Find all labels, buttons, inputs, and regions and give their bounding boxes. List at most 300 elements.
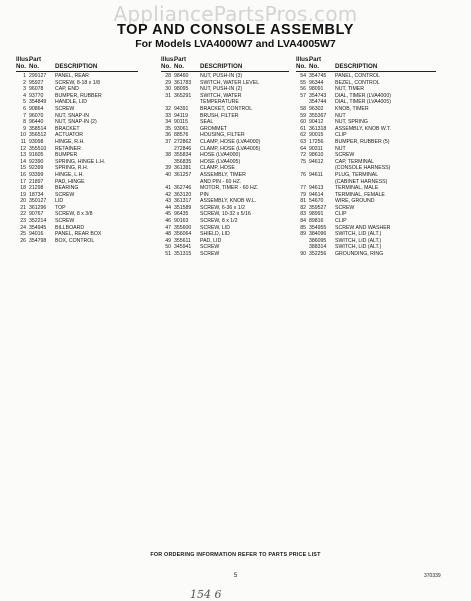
part-description: TERMINAL, MALE	[335, 185, 379, 192]
parts-row	[296, 106, 436, 113]
header-spacer	[55, 56, 138, 63]
part-description: CLIP	[335, 218, 347, 225]
header-part: Part	[174, 56, 187, 63]
part-number: 94391	[174, 105, 189, 112]
part-description: ASSEMBLY, KNOB W.L.	[200, 198, 257, 205]
parts-row	[296, 159, 436, 166]
part-description: LID	[55, 198, 64, 205]
part-description: PLUG, TERMINAL	[335, 171, 379, 178]
illus-number: 30	[165, 86, 171, 93]
parts-row	[296, 139, 436, 146]
part-description: NUT	[335, 112, 346, 119]
parts-row	[16, 106, 138, 113]
part-number: 361318	[309, 125, 327, 132]
header-illus: Illus.	[16, 56, 31, 63]
illus-number: 62	[300, 132, 306, 139]
part-description: AND PIN - 60 HZ.	[200, 178, 242, 185]
part-description: PAD, HINGE	[55, 178, 85, 185]
header-row	[161, 56, 289, 63]
part-description: TOP	[55, 204, 66, 211]
parts-row	[16, 126, 138, 133]
part-number: 365291	[174, 92, 192, 99]
document-number: 370339	[424, 573, 441, 579]
parts-row	[296, 126, 436, 133]
part-description: BEARING	[55, 185, 79, 192]
part-description: CAP, END	[55, 86, 79, 93]
parts-row	[16, 159, 138, 166]
parts-column-1	[16, 56, 138, 244]
illus-number	[161, 99, 174, 106]
header-row	[161, 63, 289, 70]
part-number: 272846	[174, 145, 192, 152]
illus-number: 13	[20, 152, 26, 159]
parts-row	[296, 225, 436, 232]
part-number: 299127	[29, 73, 47, 79]
part-description: KNOB, TIMER	[335, 105, 369, 112]
illus-number: 42	[165, 191, 171, 198]
part-description: RETAINER	[55, 145, 81, 152]
illus-number: 60	[300, 119, 306, 126]
part-number: 388314	[309, 244, 327, 251]
illus-number: 59	[300, 112, 306, 119]
parts-row	[161, 159, 289, 166]
part-number: 386095	[309, 237, 327, 244]
parts-row	[161, 132, 289, 139]
part-description: SPRING, R.H.	[55, 165, 89, 172]
illus-number: 85	[300, 224, 306, 231]
part-number: 272862	[174, 138, 192, 145]
illus-number: 28	[165, 73, 171, 79]
parts-row	[16, 73, 138, 80]
illus-number: 76	[300, 171, 306, 178]
part-number: 352214	[29, 218, 47, 225]
illus-number: 2	[23, 79, 26, 86]
parts-row	[161, 231, 289, 238]
header-part: Part	[309, 56, 322, 63]
part-description: SCREW	[335, 204, 355, 211]
parts-row	[161, 80, 289, 87]
illus-number: 26	[20, 237, 26, 244]
parts-row	[161, 139, 289, 146]
part-description: SCREW	[200, 251, 220, 258]
part-description: SCREW	[55, 218, 75, 225]
parts-row	[16, 99, 138, 106]
illus-number: 31	[165, 92, 171, 99]
part-number: 96435	[174, 211, 189, 218]
parts-row	[16, 179, 138, 186]
illus-number: 63	[300, 138, 306, 145]
parts-row	[16, 172, 138, 179]
illus-number	[296, 99, 309, 106]
illus-number: 15	[20, 165, 26, 172]
handwritten-note: 154 6	[190, 588, 222, 601]
illus-number: 41	[165, 185, 171, 192]
illus-number: 29	[165, 79, 171, 86]
illus-number: 4	[23, 92, 26, 99]
part-number: 92399	[29, 165, 44, 172]
header-row	[296, 56, 436, 63]
part-number	[174, 99, 200, 106]
part-number: 54670	[309, 198, 324, 205]
parts-row	[296, 192, 436, 199]
part-description: PIN	[200, 191, 209, 198]
part-number: 350127	[29, 198, 47, 205]
header-spacer	[335, 56, 436, 63]
part-description: HANDLE, LID	[55, 99, 87, 106]
part-description: NUT, SNAP-IN	[55, 112, 90, 119]
illus-number: 1	[23, 73, 26, 79]
part-description: NUT, TIMER	[335, 86, 365, 93]
part-number: 95927	[29, 79, 44, 86]
part-number: 94612	[309, 158, 324, 165]
part-description: SHIELD, LID	[200, 231, 230, 238]
illus-number: 19	[20, 191, 26, 198]
part-description: BUMPER	[55, 152, 78, 159]
part-description: (CONSOLE HARNESS)	[335, 165, 391, 172]
part-number: 354744	[309, 99, 327, 106]
illus-number	[296, 238, 309, 245]
part-description: HOSE (LVA4005)	[200, 158, 241, 165]
parts-row	[296, 179, 436, 186]
illus-number: 5	[23, 99, 26, 106]
part-description: BUMPER, RUBBER (5)	[335, 138, 390, 145]
illus-number: 46	[165, 218, 171, 225]
header-rule	[16, 71, 138, 72]
part-description: BEZEL, CONTROL	[335, 79, 380, 86]
illus-number	[296, 165, 309, 172]
ordering-info-footer: FOR ORDERING INFORMATION REFER TO PARTS PRICE LIST	[150, 552, 321, 558]
part-number: 92390	[29, 158, 44, 165]
illus-number: 79	[300, 191, 306, 198]
part-number: 90163	[174, 218, 189, 225]
parts-row	[296, 80, 436, 87]
part-description: SPRING, HINGE L.H.	[55, 158, 106, 165]
part-number: 17256	[309, 138, 324, 145]
parts-row	[296, 211, 436, 218]
part-number: 356512	[29, 132, 47, 139]
page-title: TOP AND CONSOLE ASSEMBLY	[116, 22, 355, 38]
illus-number: 9	[23, 125, 26, 132]
illus-number: 25	[20, 231, 26, 238]
illus-number: 83	[300, 211, 306, 218]
header-description: DESCRIPTION	[55, 63, 98, 70]
part-number: 89816	[309, 218, 324, 225]
part-description: SCREW	[55, 191, 75, 198]
part-number: 93098	[29, 138, 44, 145]
part-description: HOUSING, FILTER	[200, 132, 245, 139]
parts-row	[161, 146, 289, 153]
parts-row	[161, 205, 289, 212]
part-number: 91605	[29, 152, 44, 159]
part-number: 355834	[174, 152, 192, 159]
header-spacer	[200, 56, 289, 63]
part-description: GROMMET	[200, 125, 228, 132]
part-description: SWITCH, LID (ALT.)	[335, 237, 382, 244]
part-description: CLAMP, HOSE (LVA4000)	[200, 138, 261, 145]
illus-number	[161, 146, 174, 153]
part-number: 384096	[309, 231, 327, 238]
parts-row	[296, 185, 436, 192]
part-number: 21298	[29, 185, 44, 192]
parts-row	[296, 73, 436, 80]
parts-row	[16, 132, 138, 139]
parts-row	[16, 139, 138, 146]
parts-row	[16, 192, 138, 199]
part-number: 98091	[309, 86, 324, 93]
part-number: 354945	[29, 224, 47, 231]
part-number: 355611	[174, 237, 191, 244]
part-number: 361317	[174, 198, 192, 205]
parts-row	[296, 165, 436, 172]
illus-number: 50	[165, 244, 171, 251]
part-description: PANEL, REAR	[55, 73, 89, 79]
part-description: CLIP	[335, 211, 347, 218]
header-no: No.	[161, 63, 171, 70]
parts-row	[161, 99, 289, 106]
parts-row	[296, 132, 436, 139]
illus-number: 7	[23, 112, 26, 119]
parts-row	[16, 198, 138, 205]
illus-number: 40	[165, 171, 171, 178]
page-subtitle: For Models LVA4000W7 and LVA4005W7	[135, 38, 336, 50]
parts-row	[161, 198, 289, 205]
illus-number: 35	[165, 125, 171, 132]
illus-number: 55	[300, 79, 306, 86]
part-description: MOTOR, TIMER - 60 HZ.	[200, 185, 259, 192]
illus-number: 84	[300, 218, 306, 225]
part-description: CLAMP, HOSE (LVA4005)	[200, 145, 261, 152]
illus-number: 81	[300, 198, 306, 205]
part-description: SCREW, 8-18 x 1/8	[55, 79, 100, 86]
illus-number: 43	[165, 198, 171, 205]
column-header	[161, 56, 289, 70]
part-description: NUT	[335, 145, 346, 152]
part-description: TERMINAL, FEMALE	[335, 191, 385, 198]
illus-number: 16	[20, 171, 26, 178]
parts-row	[16, 165, 138, 172]
part-number: 354955	[309, 224, 327, 231]
part-description: PANEL, REAR BOX	[55, 231, 102, 238]
part-number: 93061	[174, 125, 189, 132]
part-number: 94611	[309, 171, 324, 178]
parts-row	[161, 251, 289, 258]
illus-number: 38	[165, 152, 171, 159]
parts-row	[16, 152, 138, 159]
part-description: TEMPERATURE	[200, 99, 239, 106]
illus-number: 57	[300, 92, 306, 99]
part-number: 361257	[174, 171, 192, 178]
part-number: 356064	[174, 231, 192, 238]
illus-number: 6	[23, 105, 26, 112]
illus-number: 17	[20, 178, 26, 185]
illus-number	[296, 244, 309, 251]
parts-row	[161, 152, 289, 159]
part-description: HINGE, R.H.	[55, 138, 85, 145]
illus-number: 3	[23, 86, 26, 93]
parts-row	[16, 113, 138, 120]
illus-number: 64	[300, 145, 306, 152]
header-part: Part	[29, 56, 42, 63]
part-number: 345941	[174, 244, 192, 251]
parts-row	[296, 86, 436, 93]
parts-row	[296, 152, 436, 159]
parts-row	[16, 86, 138, 93]
parts-row	[161, 225, 289, 232]
part-number: 93399	[29, 171, 44, 178]
header-row	[296, 63, 436, 70]
part-number: 361783	[174, 79, 192, 86]
illus-number: 37	[165, 138, 171, 145]
illus-number: 82	[300, 204, 306, 211]
part-number: 94016	[29, 231, 44, 238]
part-number: 354745	[309, 73, 327, 79]
part-number	[309, 179, 335, 186]
parts-row	[161, 238, 289, 245]
parts-row	[161, 93, 289, 100]
illus-number: 77	[300, 185, 306, 192]
header-illus: Illus.	[161, 56, 176, 63]
part-description: (CABINET HARNESS)	[335, 178, 388, 185]
part-description: SCREW	[200, 244, 220, 251]
header-rule	[161, 71, 289, 72]
part-number: 90015	[309, 132, 324, 139]
part-number: 90767	[29, 211, 44, 218]
part-description: SCREW, 10-32 x 5/16	[200, 211, 251, 218]
part-description: SWITCH, WATER LEVEL	[200, 79, 260, 86]
header-illus: Illus.	[296, 56, 311, 63]
parts-row	[161, 192, 289, 199]
page-number: 5	[233, 573, 238, 579]
part-number: 90864	[29, 105, 44, 112]
parts-row	[296, 146, 436, 153]
illus-number: 18	[20, 185, 26, 192]
part-number: 93770	[29, 92, 44, 99]
parts-row	[296, 205, 436, 212]
part-description: ASSEMBLY, TIMER	[200, 171, 246, 178]
part-number: 351589	[174, 204, 192, 211]
illus-number: 48	[165, 231, 171, 238]
illus-number: 51	[165, 251, 171, 258]
parts-row	[161, 73, 289, 80]
illus-number	[161, 159, 174, 166]
part-number: 354798	[29, 237, 47, 244]
header-row	[16, 56, 138, 63]
part-number: 90115	[174, 119, 189, 126]
parts-row	[16, 238, 138, 245]
part-description: SCREW, 8 x 3/8	[55, 211, 93, 218]
part-description: NUT, SNAP-IN (2)	[55, 119, 97, 126]
illus-number	[296, 179, 309, 186]
illus-number: 33	[165, 112, 171, 119]
header-row	[16, 63, 138, 70]
header-description: DESCRIPTION	[200, 63, 243, 70]
parts-row	[161, 244, 289, 251]
part-description: WIRE, GROUND	[335, 198, 375, 205]
parts-row	[161, 172, 289, 179]
part-number: 363120	[174, 191, 192, 198]
part-number: 94613	[309, 185, 324, 192]
illus-number: 54	[300, 73, 306, 79]
part-description: SCREW	[55, 105, 75, 112]
parts-row	[296, 218, 436, 225]
parts-row	[161, 113, 289, 120]
parts-row	[161, 179, 289, 186]
illus-number: 47	[165, 224, 171, 231]
part-number: 98991	[309, 211, 324, 218]
part-number: 90412	[309, 119, 324, 126]
part-description: SCREW, 6-36 x 1/2	[200, 204, 245, 211]
illus-number: 10	[20, 132, 26, 139]
parts-row	[16, 146, 138, 153]
part-description: BILLBOARD	[55, 224, 85, 231]
illus-number: 90	[300, 251, 306, 258]
illus-number: 72	[300, 152, 306, 159]
parts-row	[296, 244, 436, 251]
header-no: No.	[296, 63, 306, 70]
illus-number: 89	[300, 231, 306, 238]
parts-row	[161, 218, 289, 225]
part-number: 361296	[29, 204, 47, 211]
header-no: No.	[16, 63, 26, 70]
parts-row	[161, 126, 289, 133]
part-description: DIAL, TIMER (LVA4005)	[335, 99, 391, 106]
header-part-no: No.	[29, 63, 39, 70]
header-part-no: No.	[174, 63, 184, 70]
part-number	[174, 179, 200, 186]
illus-number: 44	[165, 204, 171, 211]
illus-number: 24	[20, 224, 26, 231]
part-description: ACTUATOR	[55, 132, 84, 139]
part-number: 355367	[309, 112, 327, 119]
part-description: HINGE, L.H.	[55, 171, 84, 178]
part-description: CAP, TERMINAL	[335, 158, 375, 165]
part-description: NUT, PUSH-IN (3)	[200, 73, 243, 79]
parts-row	[296, 113, 436, 120]
part-number: 94119	[174, 112, 189, 119]
parts-row	[161, 165, 289, 172]
parts-row	[16, 80, 138, 87]
illus-number: 12	[20, 145, 26, 152]
part-description: SWITCH, LID (ALT.)	[335, 231, 382, 238]
column-header	[16, 56, 138, 70]
part-description: BRACKET	[55, 125, 80, 132]
part-description: NUT, PUSH-IN (2)	[200, 86, 243, 93]
parts-row	[16, 231, 138, 238]
part-description: PANEL, CONTROL	[335, 73, 380, 79]
part-number: 361381	[174, 165, 192, 172]
part-number: 351315	[174, 251, 192, 258]
parts-row	[161, 211, 289, 218]
watermark: AppliancePartsPros.com	[113, 2, 358, 26]
part-description: BRACKET, CONTROL	[200, 105, 253, 112]
part-description: CLIP	[335, 132, 347, 139]
part-number: 355510	[29, 145, 47, 152]
part-number: 98095	[174, 86, 189, 93]
parts-row	[16, 119, 138, 126]
part-description: PAD, LID	[200, 237, 222, 244]
part-number: 355600	[174, 224, 192, 231]
illus-number	[161, 179, 174, 186]
column-header	[296, 56, 436, 70]
illus-number: 20	[20, 198, 26, 205]
part-description: SWITCH, LID (ALT.)	[335, 244, 382, 251]
part-number: 21897	[29, 178, 44, 185]
parts-row	[296, 99, 436, 106]
parts-row	[161, 185, 289, 192]
part-number: 358514	[29, 125, 47, 132]
part-number: 96070	[29, 112, 44, 119]
header-part-no: No.	[309, 63, 319, 70]
